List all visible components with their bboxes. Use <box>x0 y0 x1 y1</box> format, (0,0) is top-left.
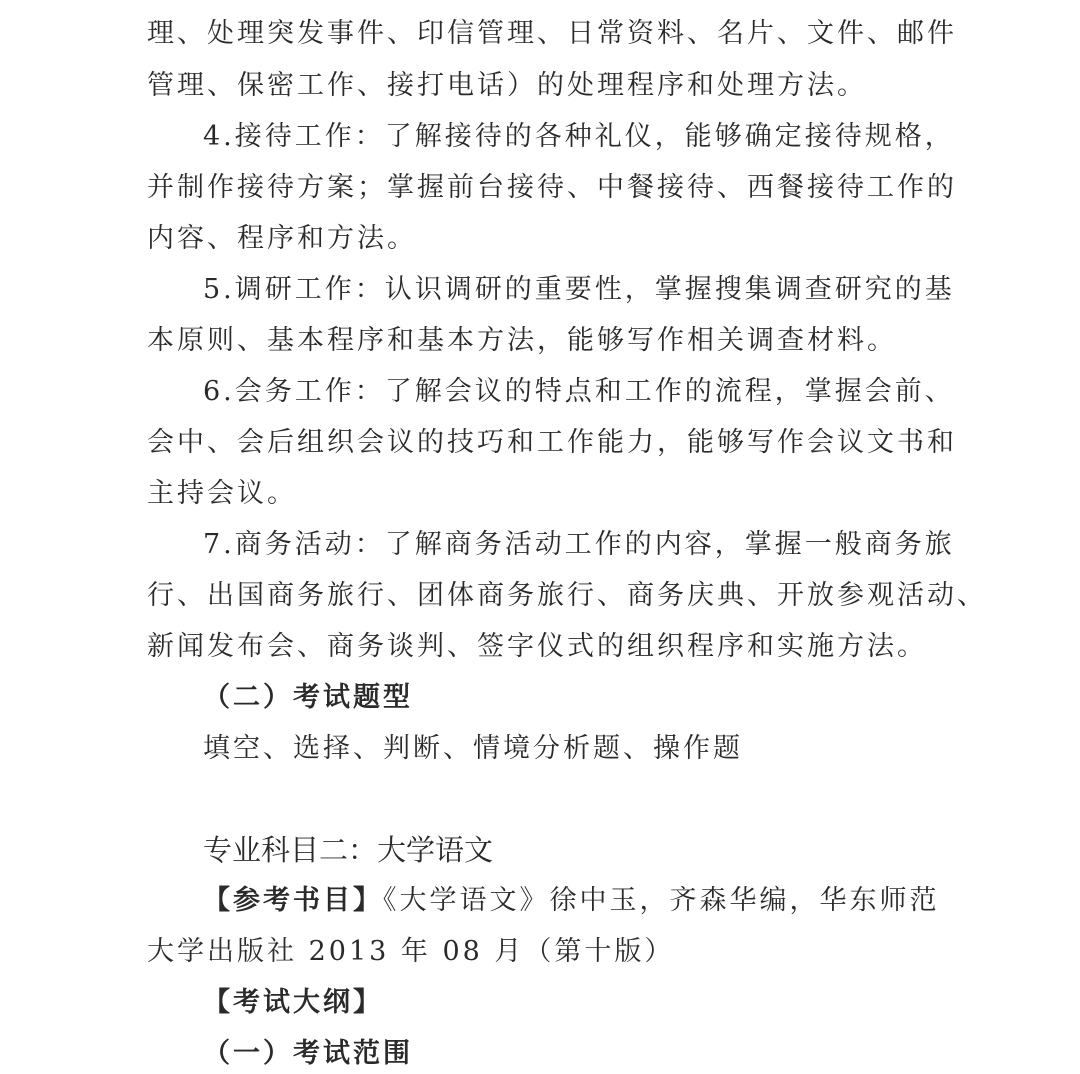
text-line-12: 行、出国商务旅行、团体商务旅行、商务庆典、开放参观活动、 <box>147 580 987 611</box>
text-line-1: 理、处理突发事件、印信管理、日常资料、名片、文件、邮件 <box>147 18 957 49</box>
reference-line-1 <box>203 881 940 921</box>
reference-line-2: 大学出版社 2013 年 08 月（第十版） <box>147 936 675 967</box>
question-types-content: 填空、选择、判断、情境分析题、操作题 <box>203 733 743 764</box>
text-line-2: 管理、保密工作、接打电话）的处理程序和处理方法。 <box>147 70 867 101</box>
text-line-8: 6.会务工作：了解会议的特点和工作的流程，掌握会前、 <box>203 376 955 407</box>
text-line-6: 5.调研工作：认识调研的重要性，掌握搜集调查研究的基 <box>203 274 955 305</box>
text-line-4: 并制作接待方案；掌握前台接待、中餐接待、西餐接待工作的 <box>147 172 957 203</box>
reference-label: 【参考书目】 <box>203 885 383 916</box>
reference-text-1: 《大学语文》徐中玉，齐森华编，华东师范 <box>383 885 940 916</box>
text-line-7: 本原则、基本程序和基本方法，能够写作相关调查材料。 <box>147 325 897 356</box>
outline-label: 【考试大纲】 <box>203 987 383 1018</box>
text-line-5: 内容、程序和方法。 <box>147 223 417 254</box>
question-types-heading: （二）考试题型 <box>203 682 413 713</box>
text-line-9: 会中、会后组织会议的技巧和工作能力，能够写作会议文书和 <box>147 427 957 458</box>
text-line-10: 主持会议。 <box>147 478 297 509</box>
scope-heading: （一）考试范围 <box>203 1038 413 1069</box>
text-line-13: 新闻发布会、商务谈判、签字仪式的组织程序和实施方法。 <box>147 631 927 662</box>
text-line-11: 7.商务活动：了解商务活动工作的内容，掌握一般商务旅 <box>203 529 955 560</box>
subject-two-title: 专业科目二：大学语文 <box>203 833 494 867</box>
text-line-3: 4.接待工作：了解接待的各种礼仪，能够确定接待规格， <box>203 121 955 152</box>
